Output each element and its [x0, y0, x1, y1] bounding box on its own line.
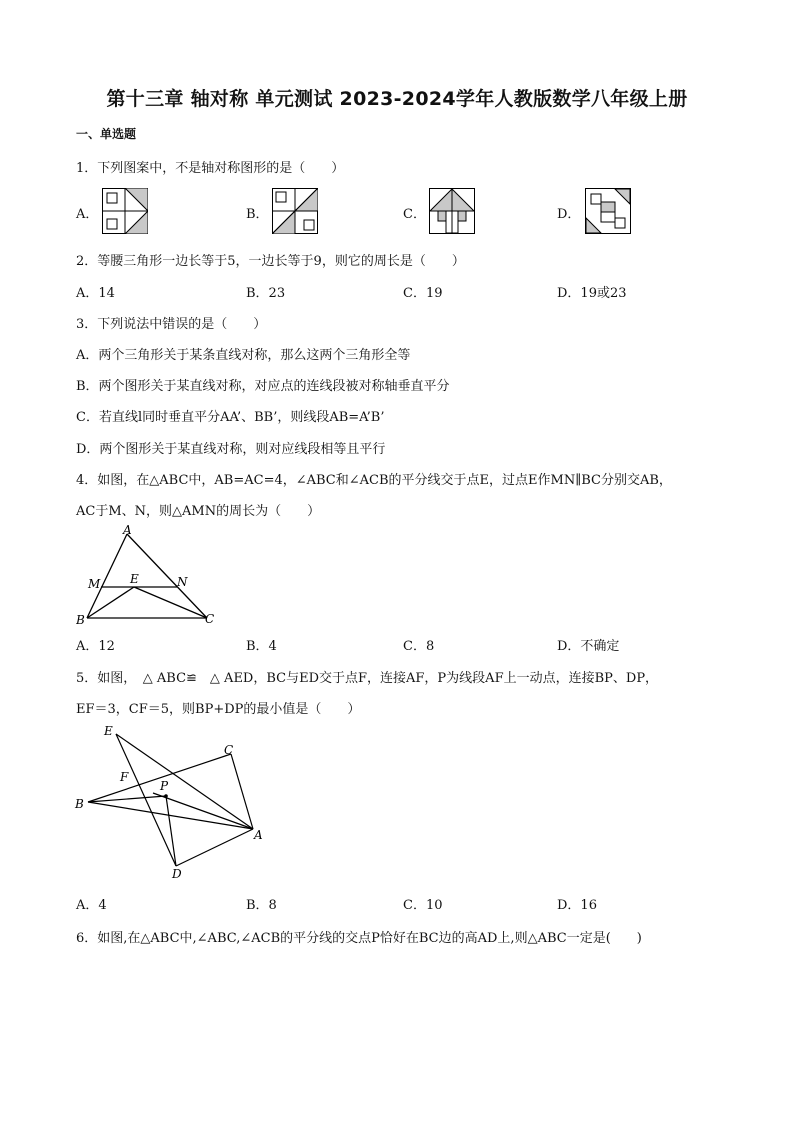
q2-option-b[interactable]: B．23	[246, 286, 286, 301]
q5-label-d: D	[172, 867, 182, 881]
question-3-text: 3．下列说法中错误的是（ ）	[76, 317, 267, 332]
q1-option-d-label: D．	[557, 207, 581, 222]
q2-option-d[interactable]: D．19或23	[557, 286, 627, 301]
q5-triangle-figure	[70, 718, 270, 884]
question-5-line-1: 5．如图， △ ABC≌ △ AED，BC与ED交于点F，连接AF，P为线段AF上一动点，连接BP、DP，	[76, 671, 659, 686]
q5-label-f: F	[120, 770, 129, 784]
q2-option-c[interactable]: C．19	[403, 286, 443, 301]
q3-statement-a[interactable]: A．两个三角形关于某条直线对称，那么这两个三角形全等	[76, 348, 411, 363]
q4-label-c: C	[205, 612, 215, 626]
q5-option-d[interactable]: D．16	[557, 898, 597, 913]
q1-option-b-label: B．	[246, 207, 269, 222]
q3-statement-c[interactable]: C．若直线l同时垂直平分AA’、BB’，则线段AB=A’B’	[76, 410, 385, 425]
question-1-text: 1．下列图案中，不是轴对称图形的是（ ）	[76, 161, 345, 176]
question-4-line-2: AC于M、N，则△AMN的周长为（ ）	[76, 504, 321, 519]
q4-label-b: B	[76, 613, 85, 627]
question-2-text: 2．等腰三角形一边长等于5，一边长等于9，则它的周长是（ ）	[76, 254, 465, 269]
q2-option-a[interactable]: A．14	[76, 286, 115, 301]
q4-option-c[interactable]: C．8	[403, 639, 435, 654]
question-4-line-1: 4．如图，在△ABC中，AB=AC=4，∠ABC和∠ACB的平分线交于点E，过点E作MN∥BC分别交AB，	[76, 473, 672, 488]
q5-label-e: E	[104, 724, 113, 738]
page-title: 第十三章 轴对称 单元测试 2023-2024学年人教版数学八年级上册	[106, 88, 688, 110]
q4-label-e: E	[130, 572, 139, 586]
q4-option-b[interactable]: B．4	[246, 639, 277, 654]
q4-triangle-figure	[76, 522, 226, 630]
q5-label-p: P	[160, 779, 169, 793]
q5-option-b[interactable]: B．8	[246, 898, 277, 913]
q4-label-m: M	[88, 577, 101, 591]
question-5-line-2: EF＝3，CF＝5，则BP+DP的最小值是（ ）	[76, 702, 361, 717]
q1-option-a-label: A．	[76, 207, 99, 222]
q5-label-c: C	[224, 743, 234, 757]
q3-statement-d[interactable]: D．两个图形关于某直线对称，则对应线段相等且平行	[76, 442, 386, 457]
q1-option-c-label: C．	[403, 207, 426, 222]
q4-label-a: A	[123, 523, 132, 537]
q4-option-d[interactable]: D．不确定	[557, 639, 620, 654]
q4-label-n: N	[177, 575, 188, 589]
q3-statement-b[interactable]: B．两个图形关于某直线对称，对应点的连线段被对称轴垂直平分	[76, 379, 450, 394]
q5-label-b: B	[75, 797, 84, 811]
q1-option-b-figure	[272, 188, 318, 234]
q4-option-a[interactable]: A．12	[76, 639, 115, 654]
q1-option-c-figure	[429, 188, 475, 234]
question-6-text: 6．如图,在△ABC中,∠ABC,∠ACB的平分线的交点P恰好在BC边的高AD上,则△ABC一定是( )	[76, 931, 642, 946]
q1-option-a-figure	[102, 188, 148, 234]
q5-option-c[interactable]: C．10	[403, 898, 443, 913]
section-heading: 一、单选题	[76, 127, 137, 141]
q5-label-a: A	[254, 828, 263, 842]
q1-option-d-figure	[585, 188, 631, 234]
q5-option-a[interactable]: A．4	[76, 898, 107, 913]
